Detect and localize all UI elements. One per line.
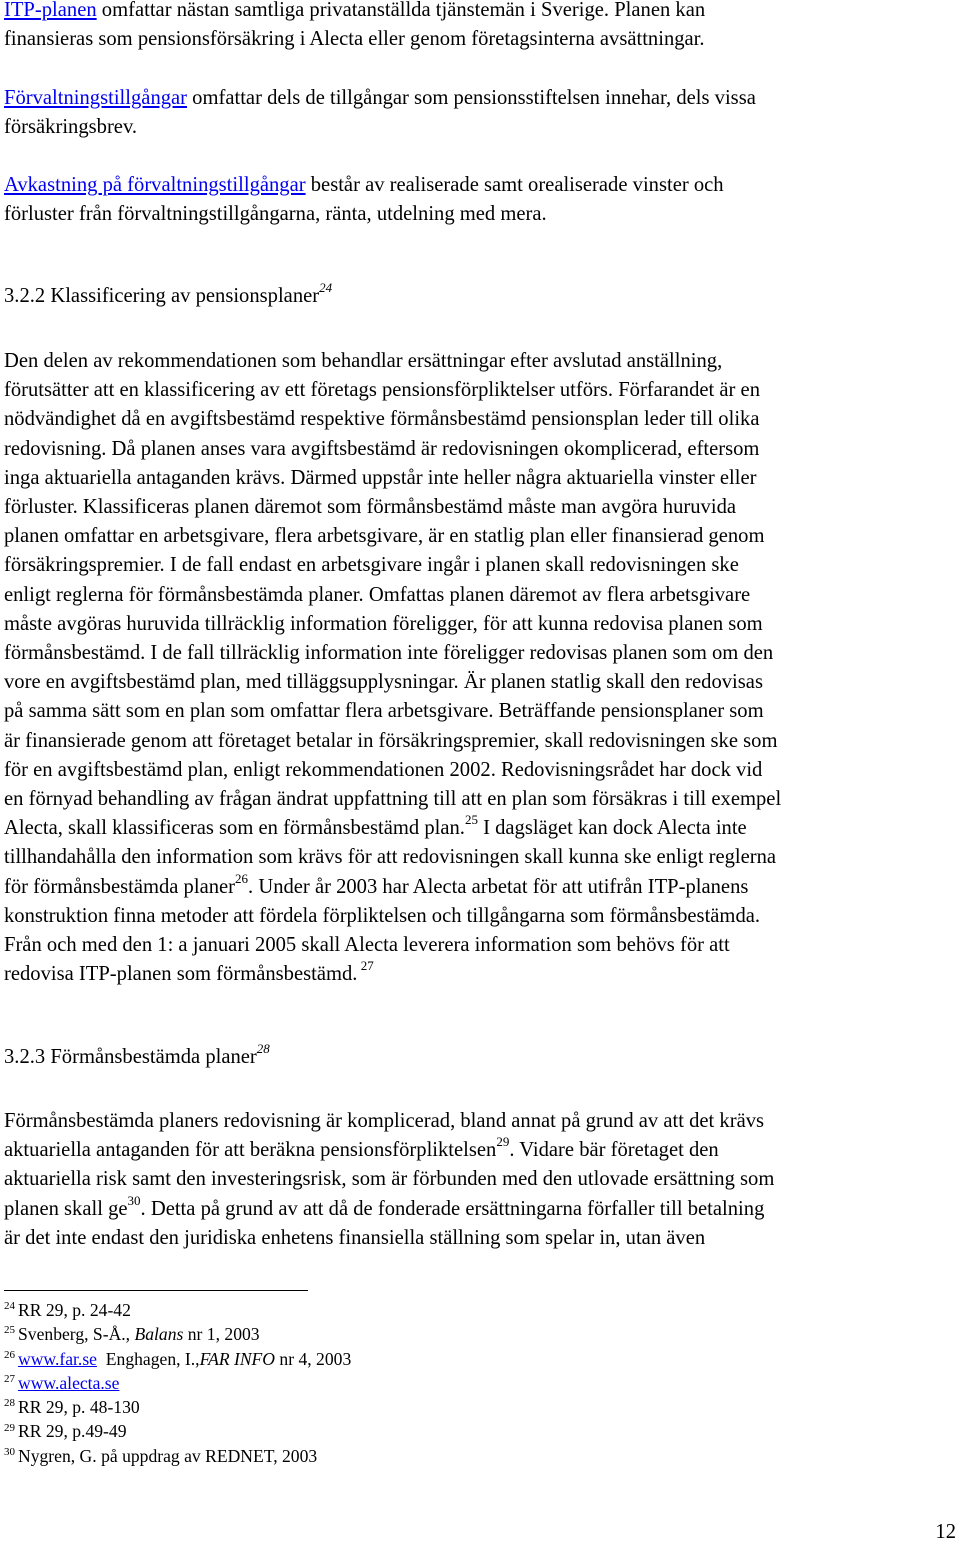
footnote-29 xyxy=(4,1419,351,1443)
text-line xyxy=(4,814,956,843)
footnote-number: 25 xyxy=(4,1324,15,1337)
text-line: tillhandahålla den information som krävs för att redovisningen skall kunna ske enligt reglerna xyxy=(4,846,777,869)
footnote-number: 28 xyxy=(4,1397,15,1410)
text-line: förutsätter att en klassificering av ett företags pensionsförpliktelser utförs. Förfarandet är en xyxy=(4,379,760,402)
footnote-text: nr 4, 2003 xyxy=(275,1348,352,1369)
text-run: Alecta, skall klassificeras som en förmånsbestämd plan. xyxy=(4,817,465,840)
section-heading-323 xyxy=(4,1043,270,1071)
footnote-italic: Balans xyxy=(134,1324,184,1345)
text-line: är det inte endast den juridiska enhetens finansiella ställning som spelar in, utan även xyxy=(4,1226,706,1249)
paragraph-forvaltningstillgangar xyxy=(4,84,956,142)
footnote-text: Svenberg, S-Å., xyxy=(18,1324,135,1345)
footnote-number: 30 xyxy=(4,1445,15,1458)
text-line: Från och med den 1: a januari 2005 skall Alecta leverera information som behövs för att xyxy=(4,934,730,957)
footnote-number: 24 xyxy=(4,1300,15,1313)
text-line: måste avgöras huruvida tillräcklig information föreligger, för att kunna redovisa planen som xyxy=(4,612,763,635)
text-line: Den delen av rekommendationen som behandlar ersättningar efter avslutad anställning, xyxy=(4,350,723,372)
avkastning-link[interactable]: Avkastning på förvaltningstillgångar xyxy=(4,174,306,196)
paragraph-itp-planen xyxy=(4,0,956,54)
text-line xyxy=(4,84,956,113)
text-run: planen skall ge xyxy=(4,1197,128,1220)
footnote-25 xyxy=(4,1322,351,1346)
text-line xyxy=(4,960,956,989)
footnote-italic: FAR INFO xyxy=(199,1348,276,1369)
text-line: försäkringspremier. I de fall endast en arbetsgivare ingår i planen skall redovisningen ske xyxy=(4,554,739,577)
section-heading-322 xyxy=(4,282,332,310)
text-run: omfattar dels de tillgångar som pensionsstiftelsen innehar, dels vissa xyxy=(187,87,756,109)
text-run: . Vidare bär företaget den xyxy=(509,1139,719,1162)
footnote-text: RR 29, p. 24-42 xyxy=(18,1300,131,1320)
alecta-se-link[interactable]: www.alecta.se xyxy=(18,1372,120,1393)
footnote-28 xyxy=(4,1395,351,1419)
footnote-number: 27 xyxy=(4,1373,15,1386)
footnote-ref-25[interactable]: 25 xyxy=(464,812,478,828)
paragraph-klassificering xyxy=(4,347,956,989)
footnote-26 xyxy=(4,1347,351,1371)
footnote-text: RR 29, p. 48-130 xyxy=(18,1397,140,1418)
text-line: är finansierade genom att företaget betalar in försäkringspremier, skall redovisningen ske som xyxy=(4,729,778,752)
text-run: omfattar nästan samtliga privatanställda tjänstemän i Sverige. Planen kan xyxy=(96,0,706,21)
text-line: vore en avgiftsbestämd plan, med tilläggsupplysningar. Är planen statlig skall den redovisas xyxy=(4,671,763,694)
footnote-text: nr 1, 2003 xyxy=(183,1324,260,1345)
itp-planen-link[interactable]: ITP-planen xyxy=(4,0,97,21)
footnote-text: RR 29, p.49-49 xyxy=(18,1421,127,1442)
text-line: konstruktion finna metoder att fördela förpliktelsen och tillgångarna som förmånsbestämda. xyxy=(4,904,761,927)
text-run: aktuariella antaganden för att beräkna pensionsförpliktelsen xyxy=(4,1139,497,1162)
far-se-link[interactable]: www.far.se xyxy=(18,1348,97,1369)
footnote-ref-27[interactable]: 27 xyxy=(357,958,374,974)
text-run: . Detta på grund av att då de fonderade ersättningarna förfaller till betalning xyxy=(140,1197,765,1220)
text-run: består av realiserade samt orealiserade vinster och xyxy=(305,174,724,196)
footnote-text: Nygren, G. på uppdrag av REDNET, 2003 xyxy=(18,1445,318,1466)
footnote-30 xyxy=(4,1444,351,1468)
footnote-ref-26[interactable]: 26 xyxy=(235,870,249,886)
paragraph-formansbestamda xyxy=(4,1107,956,1253)
text-line: enligt reglerna för förmånsbestämda planer. Omfattas planen däremot av flera arbetsgivare xyxy=(4,583,751,606)
text-run: . Under år 2003 har Alecta arbetat för att utifrån ITP-planens xyxy=(248,875,749,898)
text-line: försäkringsbrev. xyxy=(4,116,138,139)
text-line: förmånsbestämd. I de fall tillräcklig information inte föreligger redovisas planen som om den xyxy=(4,642,774,665)
page-number: 12 xyxy=(935,1521,956,1543)
footnote-ref-30[interactable]: 30 xyxy=(127,1192,141,1208)
footnote-27 xyxy=(4,1371,351,1395)
text-line xyxy=(4,1136,956,1165)
footnote-text: Enghagen, I., xyxy=(96,1348,200,1369)
text-line: förluster. Klassificeras planen däremot som förmånsbestämd måste man avgöra huruvida xyxy=(4,496,737,519)
text-line xyxy=(4,1192,956,1224)
text-run: I dagsläget kan dock Alecta inte xyxy=(477,817,747,840)
text-line: finansieras som pensionsförsäkring i Alecta eller genom företagsinterna avsättningar. xyxy=(4,28,705,51)
text-line: aktuariella risk samt den investeringsrisk, som är förbunden med den utlovade ersättning som xyxy=(4,1168,775,1191)
footnote-ref-24[interactable]: 24 xyxy=(319,280,333,296)
text-line: planen omfattar en arbetsgivare, flera arbetsgivare, är en statlig plan eller finansierad genom xyxy=(4,525,765,548)
text-line xyxy=(4,0,956,25)
text-line: för en avgiftsbestämd plan, enligt rekommendationen 2002. Redovisningsrådet har dock vid xyxy=(4,758,763,781)
text-line xyxy=(4,171,956,200)
heading-text: 3.2.3 Förmånsbestämda planer xyxy=(4,1046,257,1068)
footnote-ref-29[interactable]: 29 xyxy=(496,1134,510,1150)
text-line: redovisning. Då planen anses vara avgiftsbestämd är redovisningen okomplicerad, eftersom xyxy=(4,437,760,460)
text-line: inga aktuariella antaganden krävs. Därmed uppstår inte heller några aktuariella vinster eller xyxy=(4,466,757,489)
text-line: på samma sätt som en plan som omfattar flera arbetsgivare. Beträffande pensionsplaner som xyxy=(4,700,764,723)
footnote-number: 29 xyxy=(4,1421,15,1434)
footnote-24 xyxy=(4,1298,351,1322)
heading-text: 3.2.2 Klassificering av pensionsplaner xyxy=(4,285,320,307)
text-line xyxy=(4,870,956,902)
text-line: Förmånsbestämda planers redovisning är komplicerad, bland annat på grund av att det krävs xyxy=(4,1110,765,1132)
text-line: en förnyad behandling av frågan ändrat uppfattning till att en plan som försäkras i till exempel xyxy=(4,788,782,811)
text-line: förluster från förvaltningstillgångarna, ränta, utdelning med mera. xyxy=(4,203,547,226)
footnotes xyxy=(4,1298,351,1468)
footnote-number: 26 xyxy=(4,1348,15,1361)
text-run: för förmånsbestämda planer xyxy=(4,875,236,898)
footnote-ref-28[interactable]: 28 xyxy=(256,1041,270,1057)
forvaltningstillgangar-link[interactable]: Förvaltningstillgångar xyxy=(4,87,188,109)
text-run: redovisa ITP-planen som förmånsbestämd. xyxy=(4,963,358,986)
footnote-separator xyxy=(4,1290,308,1291)
text-line: nödvändighet då en avgiftsbestämd respektive förmånsbestämd pensionsplan leder till olika xyxy=(4,408,760,431)
paragraph-avkastning xyxy=(4,171,956,229)
